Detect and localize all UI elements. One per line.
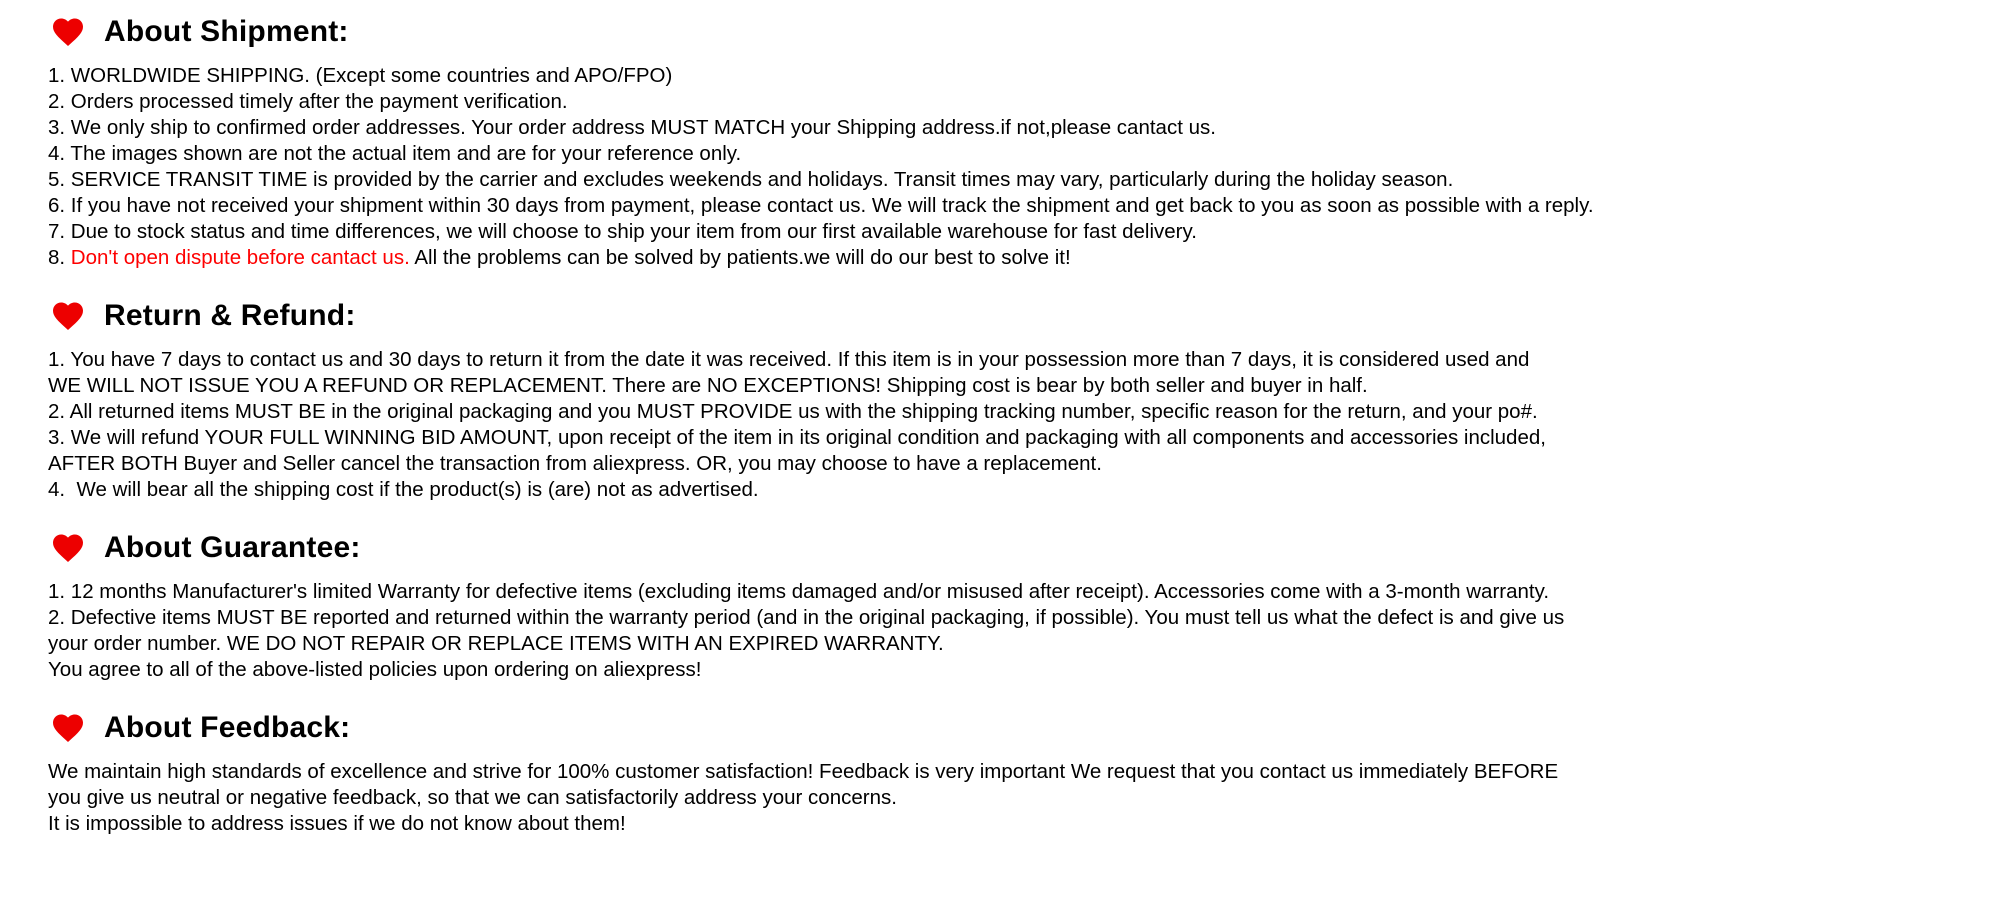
section-heading [48, 530, 1970, 566]
section-body [48, 759, 1970, 837]
section-body [48, 347, 1970, 503]
policy-text: you give us neutral or negative feedback, so that we can satisfactorily address your concerns. [48, 786, 897, 809]
policy-line [48, 657, 1970, 683]
policy-text: 3. We will refund YOUR FULL WINNING BID AMOUNT, upon receipt of the item in its original condition and packaging with all components and accessories included, [48, 426, 1546, 449]
policy-sections [48, 14, 1970, 837]
section-body [48, 63, 1970, 271]
red-warning-text: Don't open dispute before cantact us. [70, 246, 410, 269]
policy-line [48, 605, 1970, 631]
policy-line [48, 399, 1970, 425]
policy-section-guarantee [48, 530, 1970, 683]
policy-line [48, 167, 1970, 193]
section-title: About Guarantee: [104, 531, 361, 564]
policy-text: You agree to all of the above-listed policies upon ordering on aliexpress! [48, 658, 702, 681]
policy-text: We maintain high standards of excellence and strive for 100% customer satisfaction! Feedback is very important We request that you contact us immediately BEFORE [48, 760, 1559, 783]
policy-line [48, 141, 1970, 167]
policy-text: 1. 12 months Manufacturer's limited Warranty for defective items (excluding items damaged and/or misused after receipt). Accessories come with a 3-month warranty. [48, 580, 1550, 603]
policy-text: 1. You have 7 days to contact us and 30 days to return it from the date it was received. If this item is in your possession more than 7 days, it is considered used and [48, 348, 1530, 371]
policy-line [48, 219, 1970, 245]
policy-text: 5. SERVICE TRANSIT TIME is provided by the carrier and excludes weekends and holidays. Transit times may vary, particularly during the holiday season. [48, 168, 1454, 191]
policy-text: It is impossible to address issues if we do not know about them! [48, 812, 626, 835]
policy-line [48, 451, 1970, 477]
policy-line [48, 759, 1970, 785]
policy-text: 3. We only ship to confirmed order addresses. Your order address MUST MATCH your Shipping address.if not,please cantact us. [48, 116, 1216, 139]
policy-line [48, 245, 1970, 271]
policy-text: 7. Due to stock status and time differences, we will choose to ship your item from our first available warehouse for fast delivery. [48, 220, 1197, 243]
policy-text: 4. We will bear all the shipping cost if the product(s) is (are) not as advertised. [48, 478, 759, 501]
heart-icon [48, 530, 88, 566]
section-heading [48, 14, 1970, 50]
policy-text: your order number. WE DO NOT REPAIR OR REPLACE ITEMS WITH AN EXPIRED WARRANTY. [48, 632, 944, 655]
policy-text: 2. Defective items MUST BE reported and returned within the warranty period (and in the original packaging, if possible). You must tell us what the defect is and give us [48, 606, 1565, 629]
policy-section-return-refund [48, 298, 1970, 503]
policy-line [48, 347, 1970, 373]
policy-text: 1. WORLDWIDE SHIPPING. (Except some countries and APO/FPO) [48, 64, 673, 87]
section-heading [48, 710, 1970, 746]
policy-line [48, 89, 1970, 115]
policy-section-feedback [48, 710, 1970, 837]
policy-text: WE WILL NOT ISSUE YOU A REFUND OR REPLACEMENT. There are NO EXCEPTIONS! Shipping cost is bear by both seller and buyer in half. [48, 374, 1368, 397]
heart-icon [48, 710, 88, 746]
policy-text: 4. The images shown are not the actual item and are for your reference only. [48, 142, 742, 165]
policy-line [48, 477, 1970, 503]
policy-line [48, 631, 1970, 657]
policy-line [48, 811, 1970, 837]
policy-text: All the problems can be solved by patients.we will do our best to solve it! [409, 246, 1071, 269]
section-title: About Feedback: [104, 711, 351, 744]
policy-line [48, 193, 1970, 219]
section-title: About Shipment: [104, 15, 349, 48]
section-heading [48, 298, 1970, 334]
policy-line [48, 425, 1970, 451]
section-body [48, 579, 1970, 683]
policy-line [48, 373, 1970, 399]
policy-text: AFTER BOTH Buyer and Seller cancel the transaction from aliexpress. OR, you may choose to have a replacement. [48, 452, 1102, 475]
section-title: Return & Refund: [104, 299, 356, 332]
policy-text: 2. All returned items MUST BE in the original packaging and you MUST PROVIDE us with the shipping tracking number, specific reason for the return, and your po#. [48, 400, 1538, 423]
policy-text: 6. If you have not received your shipment within 30 days from payment, please contact us. We will track the shipment and get back to you as soon as possible with a reply. [48, 194, 1594, 217]
policy-line [48, 579, 1970, 605]
policy-line [48, 785, 1970, 811]
policy-text: 8. [48, 246, 71, 269]
policy-line [48, 63, 1970, 89]
policy-text: 2. Orders processed timely after the payment verification. [48, 90, 568, 113]
policy-line [48, 115, 1970, 141]
policy-section-shipment [48, 14, 1970, 271]
heart-icon [48, 14, 88, 50]
heart-icon [48, 298, 88, 334]
